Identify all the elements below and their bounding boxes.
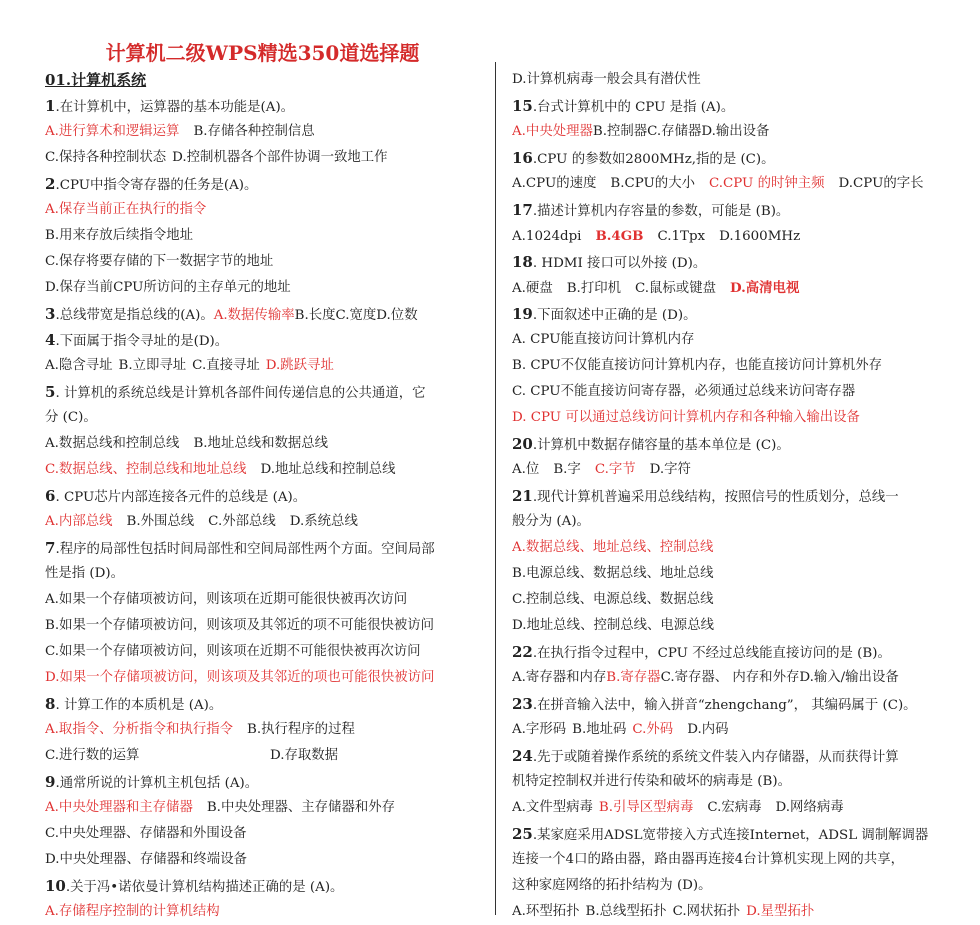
question-number: 18 (512, 253, 533, 271)
question-number: 25 (512, 825, 533, 843)
option-b: B.存储各种控制信息 (193, 124, 315, 139)
option-a: A.1024dpi (512, 229, 582, 244)
question-6 (45, 483, 485, 509)
option-b: B.外围总线 (126, 514, 195, 529)
question-7 (45, 535, 485, 561)
option-d: D.保存当前CPU所访问的主存单元的地址 (45, 280, 291, 295)
option-a-correct: A.数据传输率 (213, 308, 295, 323)
options (45, 119, 485, 145)
option-d: D.字符 (649, 462, 691, 477)
option-c-correct: C.字节 (594, 462, 636, 477)
options (512, 171, 946, 197)
question-text: . 计算工作的本质机是 (A)。 (55, 698, 223, 713)
option-b: B.字 (553, 462, 581, 477)
option-c: C.如果一个存储项被访问，则该项在近期不可能很快被再次访问 (45, 644, 421, 659)
option-c-correct: C.CPU 的时钟主频 (708, 176, 825, 191)
left-column (45, 67, 485, 925)
question-text: .在计算机中，运算器的基本功能是(A)。 (55, 100, 295, 115)
option-a-correct: A.中央处理器和主存储器 (45, 800, 193, 815)
option-c: C.外部总线 (208, 514, 276, 529)
option-b: B. CPU不仅能直接访问计算机内存，也能直接访问计算机外存 (512, 358, 883, 373)
option-c-correct: C.外码 (632, 722, 674, 737)
option-a-correct: A.数据总线、地址总线、控制总线 (512, 540, 714, 555)
option-a: A. CPU能直接访问计算机内存 (512, 332, 695, 347)
question-number: 7 (45, 539, 56, 557)
question-text: .关于冯•诺依曼计算机结构描述正确的是 (A)。 (65, 880, 344, 895)
option-b-correct: B.寄存器 (606, 670, 661, 685)
question-text: .现代计算机普遍采用总线结构，按照信号的性质划分，总线一 (532, 490, 899, 505)
option-c: C.控制总线、电源总线、数据总线 (512, 592, 714, 607)
option-d: D.1600MHz (719, 229, 801, 244)
question-number: 1 (45, 97, 56, 115)
question-number: 21 (512, 487, 533, 505)
options (45, 431, 485, 457)
option-d: D.CPU的字长 (838, 176, 924, 191)
question-text: .下面叙述中正确的是 (D)。 (532, 308, 697, 323)
question-text: .程序的局部性包括时间局部性和空间局部性两个方面。空间局部 (55, 542, 435, 557)
question-19 (512, 301, 946, 327)
options-rest: B.长度C.宽度D.位数 (294, 308, 418, 323)
question-text: .下面属于指令寻址的是(D)。 (55, 334, 229, 349)
option-d-correct: D. CPU 可以通过总线访问计算机内存和各种输入输出设备 (512, 410, 860, 425)
question-17 (512, 197, 946, 223)
option-a: A.如果一个存储项被访问，则该项在近期可能很快被再次访问 (45, 592, 408, 607)
option-b: B.打印机 (566, 281, 621, 296)
option-c: C.宏病毒 (707, 800, 762, 815)
option-b: B.如果一个存储项被访问，则该项及其邻近的项不可能很快被访问 (45, 618, 435, 633)
question-text: .在执行指令过程中，CPU 不经过总线能直接访问的是 (B)。 (532, 646, 891, 661)
option-b: B.立即寻址 (118, 358, 187, 373)
options (512, 795, 946, 821)
question-text: .描述计算机内存容量的参数，可能是 (B)。 (532, 204, 790, 219)
option-c-correct: C.数据总线、控制总线和地址总线 (45, 462, 247, 477)
question-number: 20 (512, 435, 533, 453)
options (512, 223, 946, 249)
options (512, 717, 946, 743)
right-column (512, 67, 946, 925)
question-15 (512, 93, 946, 119)
question-21 (512, 483, 946, 509)
options-rest: B.控制器C.存储器D.输出设备 (592, 124, 770, 139)
question-22 (512, 639, 946, 665)
option-d: D.中央处理器、存储器和终端设备 (45, 852, 247, 867)
options (512, 275, 946, 301)
question-number: 19 (512, 305, 533, 323)
question-text: . HDMI 接口可以外接 (D)。 (532, 256, 707, 271)
option-a: A.位 (512, 462, 540, 477)
options (45, 353, 485, 379)
option-a: A.文件型病毒 (512, 800, 593, 815)
question-3 (45, 301, 485, 327)
question-10 (45, 873, 485, 899)
option-b-correct: B.4GB (595, 228, 644, 244)
option-d-correct: D.星型拓扑 (746, 904, 815, 919)
option-b-correct: B.引导区型病毒 (598, 800, 694, 815)
question-number: 22 (512, 643, 533, 661)
question-text-cont: 分 (C)。 (45, 410, 97, 425)
question-text-cont: 连接一个4口的路由器，路由器再连接4台计算机实现上网的共享， (512, 852, 904, 867)
option-d-correct: D.跳跃寻址 (265, 358, 334, 373)
question-text: .总线带宽是指总线的(A)。 (55, 308, 214, 323)
option-d: D.存取数据 (270, 748, 339, 763)
option-a: A.数据总线和控制总线 (45, 436, 180, 451)
option-b: B.电源总线、数据总线、地址总线 (512, 566, 714, 581)
option-c: C.中央处理器、存储器和外围设备 (45, 826, 247, 841)
question-number: 4 (45, 331, 56, 349)
question-text: .CPU中指令寄存器的任务是(A)。 (55, 178, 258, 193)
option-a-correct: A.取指令、分析指令和执行指令 (45, 722, 234, 737)
option-a-correct: A.中央处理器 (512, 124, 593, 139)
option-c: C.进行数的运算 (45, 748, 140, 763)
option-a-correct: A.存储程序控制的计算机结构 (45, 904, 220, 919)
option-a: A.硬盘 (512, 281, 553, 296)
question-text: . CPU芯片内部连接各元件的总线是 (A)。 (55, 490, 307, 505)
option-b: B.地址码 (572, 722, 627, 737)
options-rest: C.寄存器、 内存和外存D.输入/输出设备 (660, 670, 899, 685)
page-title: 计算机二级WPS精选350道选择题 (105, 41, 420, 65)
question-number: 2 (45, 175, 56, 193)
question-number: 16 (512, 149, 533, 167)
question-8 (45, 691, 485, 717)
question-number: 9 (45, 773, 56, 791)
option-d-correct: D.如果一个存储项被访问，则该项及其邻近的项也可能很快被访问 (45, 670, 435, 685)
option-d: D.网络病毒 (775, 800, 844, 815)
question-text-cont: 般分为 (A)。 (512, 514, 590, 529)
question-text-cont: 机特定控制权并进行传染和破坏的病毒是 (B)。 (512, 774, 791, 789)
question-2 (45, 171, 485, 197)
option-a: A.字形码 (512, 722, 567, 737)
question-number: 10 (45, 877, 66, 895)
options (512, 899, 946, 925)
options (512, 665, 946, 691)
question-text: .先于或随着操作系统的系统文件装入内存储器，从而获得计算 (532, 750, 899, 765)
options (45, 795, 485, 821)
question-text: .CPU 的参数如2800MHz,指的是 (C)。 (532, 152, 775, 167)
column-divider (495, 62, 496, 915)
option-c: C. CPU不能直接访问寄存器，必须通过总线来访问寄存器 (512, 384, 856, 399)
question-text: .通常所说的计算机主机包括 (A)。 (55, 776, 259, 791)
question-number: 24 (512, 747, 533, 765)
option-c: C.1Tpx (657, 229, 706, 244)
option-d: D.系统总线 (289, 514, 358, 529)
question-number: 6 (45, 487, 56, 505)
option-c: C.网状拓扑 (672, 904, 741, 919)
options (45, 145, 485, 171)
options (45, 717, 485, 743)
option-a: A.隐含寻址 (45, 358, 113, 373)
option-b: B.总线型拓扑 (585, 904, 667, 919)
question-24 (512, 743, 946, 769)
question-4 (45, 327, 485, 353)
question-9 (45, 769, 485, 795)
question-5 (45, 379, 485, 405)
option-c: C.直接寻址 (192, 358, 260, 373)
option-a-correct: A.进行算术和逻辑运算 (45, 124, 180, 139)
option-d: D.计算机病毒一般会具有潜伏性 (512, 72, 701, 87)
question-number: 15 (512, 97, 533, 115)
option-c: C.保存将要存储的下一数据字节的地址 (45, 254, 274, 269)
question-text-cont: 性是指 (D)。 (45, 566, 125, 581)
option-c: C.鼠标或键盘 (635, 281, 716, 296)
option-a: A.CPU的速度 (512, 176, 597, 191)
question-text: .某家庭采用ADSL宽带接入方式连接Internet，ADSL 调制解调器 (532, 828, 929, 843)
option-b: B.执行程序的过程 (247, 722, 355, 737)
question-text: . 计算机的系统总线是计算机各部件间传递信息的公共通道，它 (55, 386, 426, 401)
option-b: B.用来存放后续指令地址 (45, 228, 194, 243)
question-16 (512, 145, 946, 171)
question-number: 17 (512, 201, 533, 219)
question-number: 3 (45, 305, 56, 323)
question-number: 23 (512, 695, 533, 713)
question-23 (512, 691, 946, 717)
question-1 (45, 93, 485, 119)
option-d: D.控制机器各个部件协调一致地工作 (172, 150, 388, 165)
option-a-correct: A.保存当前正在执行的指令 (45, 202, 207, 217)
question-20 (512, 431, 946, 457)
options (45, 743, 485, 769)
option-d-correct: D.高清电视 (729, 280, 800, 296)
question-number: 5 (45, 383, 56, 401)
option-d: D.地址总线和控制总线 (260, 462, 396, 477)
question-text: .在拼音输入法中，输入拼音“zhengchang”， 其编码属于 (C)。 (532, 698, 917, 713)
options (45, 509, 485, 535)
options (512, 457, 946, 483)
question-text-cont: 这种家庭网络的拓扑结构为 (D)。 (512, 878, 712, 893)
option-b: B.地址总线和数据总线 (193, 436, 329, 451)
question-text: .台式计算机中的 CPU 是指 (A)。 (532, 100, 735, 115)
section-heading: 01.计算机系统 (45, 71, 147, 89)
question-number: 8 (45, 695, 56, 713)
option-b: B.中央处理器、主存储器和外存 (206, 800, 396, 815)
options (45, 457, 485, 483)
option-a: A.寄存器和内存 (512, 670, 607, 685)
option-b: B.CPU的大小 (610, 176, 695, 191)
question-text: .计算机中数据存储容量的基本单位是 (C)。 (532, 438, 790, 453)
question-25 (512, 821, 946, 847)
option-d: D.地址总线、控制总线、电源总线 (512, 618, 714, 633)
option-d: D.内码 (687, 722, 729, 737)
option-a: A.环型拓扑 (512, 904, 580, 919)
option-c: C.保持各种控制状态 (45, 150, 167, 165)
option-a-correct: A.内部总线 (45, 514, 113, 529)
options (512, 119, 946, 145)
question-18 (512, 249, 946, 275)
